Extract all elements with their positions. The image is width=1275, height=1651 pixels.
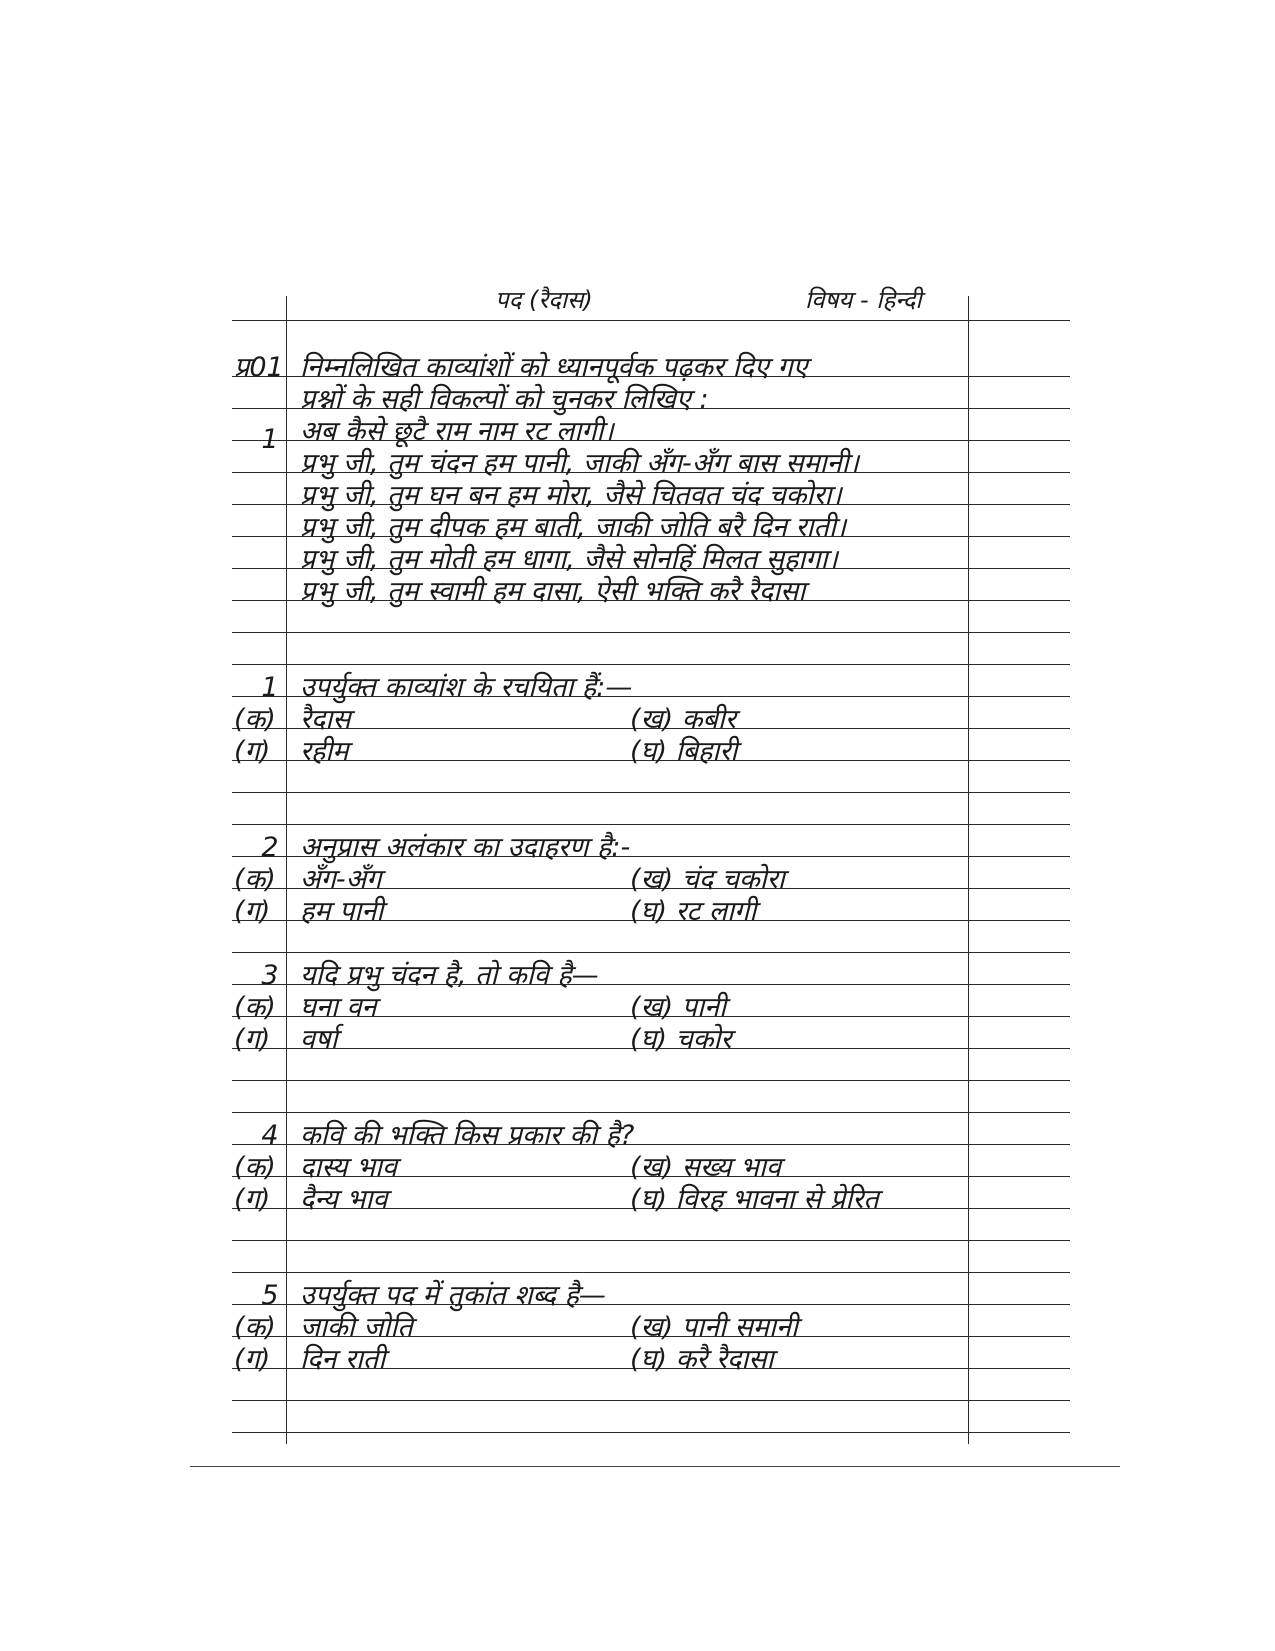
option-label: (क) [234, 704, 276, 735]
option-label: (क) [234, 1312, 276, 1343]
option-text: घना वन [300, 992, 377, 1023]
option-text: अँग-अँग [300, 864, 382, 895]
page-bottom-edge [190, 1466, 1120, 1467]
option-text: विरह भावना से प्रेरित [675, 1184, 879, 1215]
poem-line-text: प्रभु जी, तुम चंदन हम पानी, जाकी अँग-अँग बास समानी। [300, 448, 859, 479]
header-right: विषय - हिन्दी [805, 286, 922, 314]
option-label-text [630, 1020, 732, 1060]
option-label: (ग) [234, 736, 271, 767]
option-label: (घ) [630, 736, 668, 767]
option-text: रहीम [300, 736, 349, 767]
option-text: पानी समानी [681, 1312, 799, 1343]
option-label: (ख) [630, 992, 674, 1023]
option-text: जाकी जोति [300, 1312, 413, 1343]
ruled-line [232, 1400, 1070, 1401]
instruction-text: निम्नलिखित काव्यांशों को ध्यानपूर्वक पढ़कर दिए गए [300, 352, 808, 383]
ruled-line [232, 1432, 1070, 1433]
question-text: उपर्युक्त काव्यांश के रचयिता हैं:— [300, 672, 633, 703]
poem-line-text: प्रभु जी, तुम मोती हम धागा, जैसे सोनहिं मिलत सुहागा। [300, 544, 838, 575]
question-number: 2 [261, 832, 279, 863]
option-label-text [630, 732, 737, 772]
ruled-line [232, 1080, 1070, 1081]
right-margin-line [968, 296, 969, 1444]
ruled-line [232, 664, 1070, 665]
ruled-line [232, 1272, 1070, 1273]
option-text: सख्य भाव [681, 1152, 782, 1183]
question-text: अनुप्रास अलंकार का उदाहरण है:- [300, 832, 631, 863]
option-text: पानी [681, 992, 727, 1023]
poem-line-text: अब कैसे छूटै राम नाम रट लागी। [300, 416, 614, 447]
ruled-line [232, 1112, 1070, 1113]
option-label: (क) [234, 864, 276, 895]
question-label: प्र01 [234, 352, 284, 383]
ruled-line [232, 792, 1070, 793]
option-label: (घ) [630, 1344, 668, 1375]
option-label: (ग) [234, 896, 271, 927]
option-label: (ख) [630, 864, 674, 895]
option-label: (घ) [630, 1024, 668, 1055]
option-label-text [630, 1340, 774, 1380]
poem-number: 1 [261, 424, 279, 455]
option-label: (ख) [630, 704, 674, 735]
question-text: कवि की भक्ति किस प्रकार की है? [300, 1120, 635, 1151]
option-label: (क) [234, 992, 276, 1023]
option-text: चंद चकोरा [681, 864, 785, 895]
ruled-line [232, 824, 1070, 825]
poem-line-text: प्रभु जी, तुम घन बन हम मोरा, जैसे चितवत चंद चकोरा। [300, 480, 842, 511]
question-text: उपर्युक्त पद में तुकांत शब्द है— [300, 1280, 606, 1311]
option-text: चकोर [675, 1024, 732, 1055]
option-label: (ग) [234, 1184, 271, 1215]
option-label: (ख) [630, 1312, 674, 1343]
option-label: (ख) [630, 1152, 674, 1183]
option-text: दैन्य भाव [300, 1184, 388, 1215]
option-text: कबीर [681, 704, 736, 735]
question-number: 5 [261, 1280, 279, 1311]
question-number: 4 [261, 1120, 279, 1151]
option-label: (क) [234, 1152, 276, 1183]
ruled-line [232, 952, 1070, 953]
header-left: पद (रैदास) [495, 286, 593, 314]
question-number: 3 [261, 960, 279, 991]
option-text: दास्य भाव [300, 1152, 398, 1183]
option-text: करै रैदासा [675, 1344, 774, 1375]
question-text: यदि प्रभु चंदन है, तो कवि है— [300, 960, 599, 991]
option-label: (ग) [234, 1344, 271, 1375]
ruled-line [232, 1240, 1070, 1241]
ruled-line [232, 320, 1070, 321]
instruction-text: प्रश्नों के सही विकल्पों को चुनकर लिखिए : [300, 384, 709, 415]
option-label-text [630, 892, 756, 932]
option-text: हम पानी [300, 896, 384, 927]
ruled-line [232, 632, 1070, 633]
option-label: (घ) [630, 1184, 668, 1215]
option-text: बिहारी [675, 736, 738, 767]
option-label: (घ) [630, 896, 668, 927]
option-text: रट लागी [675, 896, 757, 927]
poem-line-text: प्रभु जी, तुम स्वामी हम दासा, ऐसी भक्ति करै रैदासा [300, 576, 806, 607]
question-number: 1 [261, 672, 279, 703]
poem-line-text: प्रभु जी, तुम दीपक हम बाती, जाकी जोति बरै दिन राती। [300, 512, 847, 543]
option-text: दिन राती [300, 1344, 386, 1375]
option-text: रैदास [300, 704, 351, 735]
option-label-text [630, 1180, 879, 1220]
option-text: वर्षा [300, 1024, 338, 1055]
option-label: (ग) [234, 1024, 271, 1055]
